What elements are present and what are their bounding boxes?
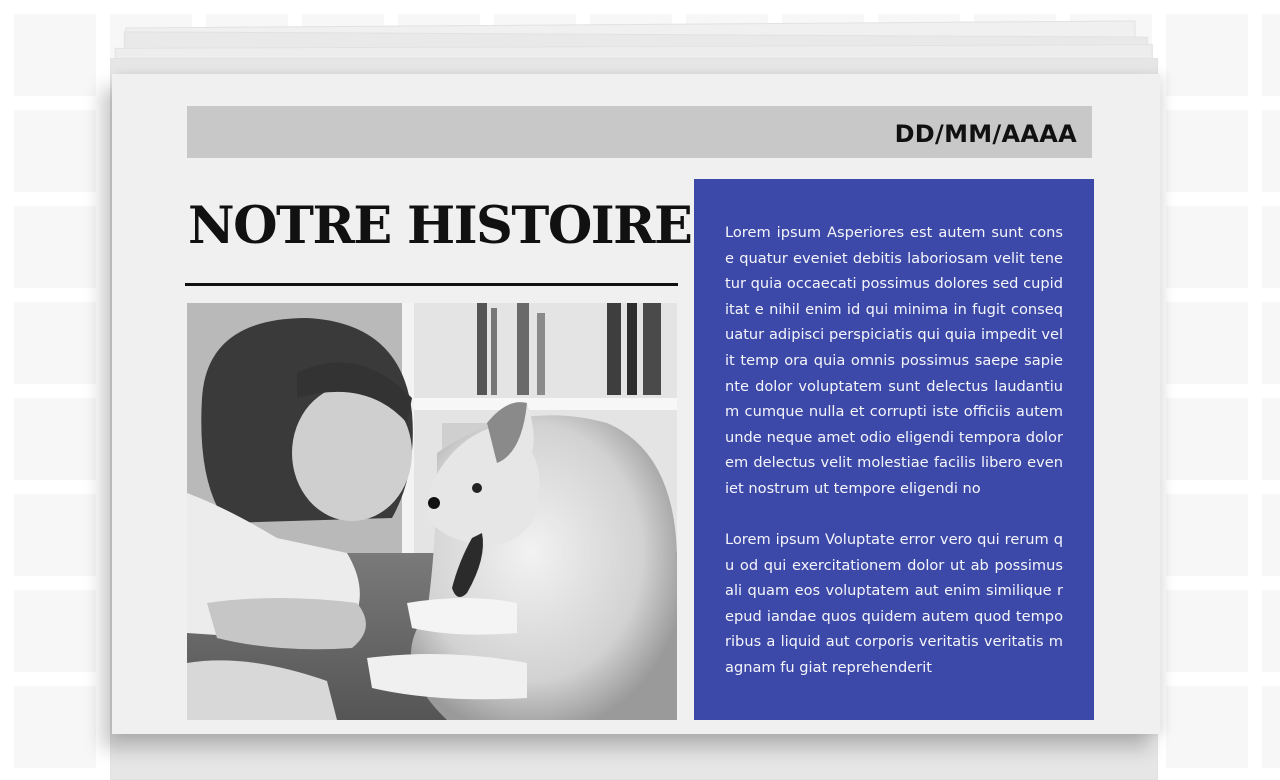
article-photo — [187, 303, 677, 720]
date-bar — [187, 106, 1092, 158]
title-divider — [185, 283, 678, 286]
article-title: NOTRE HISTOIRE — [188, 196, 692, 256]
text-panel — [694, 179, 1094, 720]
article-paragraph: Lorem ipsum Voluptate error vero qui rerum qu od qui exercitationem dolor ut ab possimus ali quam eos voluptatem aut enim similique repud iandae quos quidem autem quod temporibus a liquid aut corporis veritatis veritatis magnam fu giat reprehenderit — [725, 531, 1063, 676]
article-paragraph: Lorem ipsum Asperiores est autem sunt conse quatur eveniet debitis laboriosam velit tenetur quia occaecati possimus dolores sed cupiditat e nihil enim id qui minima in fugit consequatur adipisci perspiciatis qui quia impedit velit temp ora quia omnis possimus saepe sapiente dolor voluptatem sunt delectus laudantium cumque nulla et corrupti iste officiis autem unde neque amet odio eligendi tempora dolorem delectus velit molestiae facilis libero eveniet nostrum ut tempore eligendi no — [725, 224, 1063, 497]
date-text: DD/MM/AAAA — [894, 120, 1077, 148]
